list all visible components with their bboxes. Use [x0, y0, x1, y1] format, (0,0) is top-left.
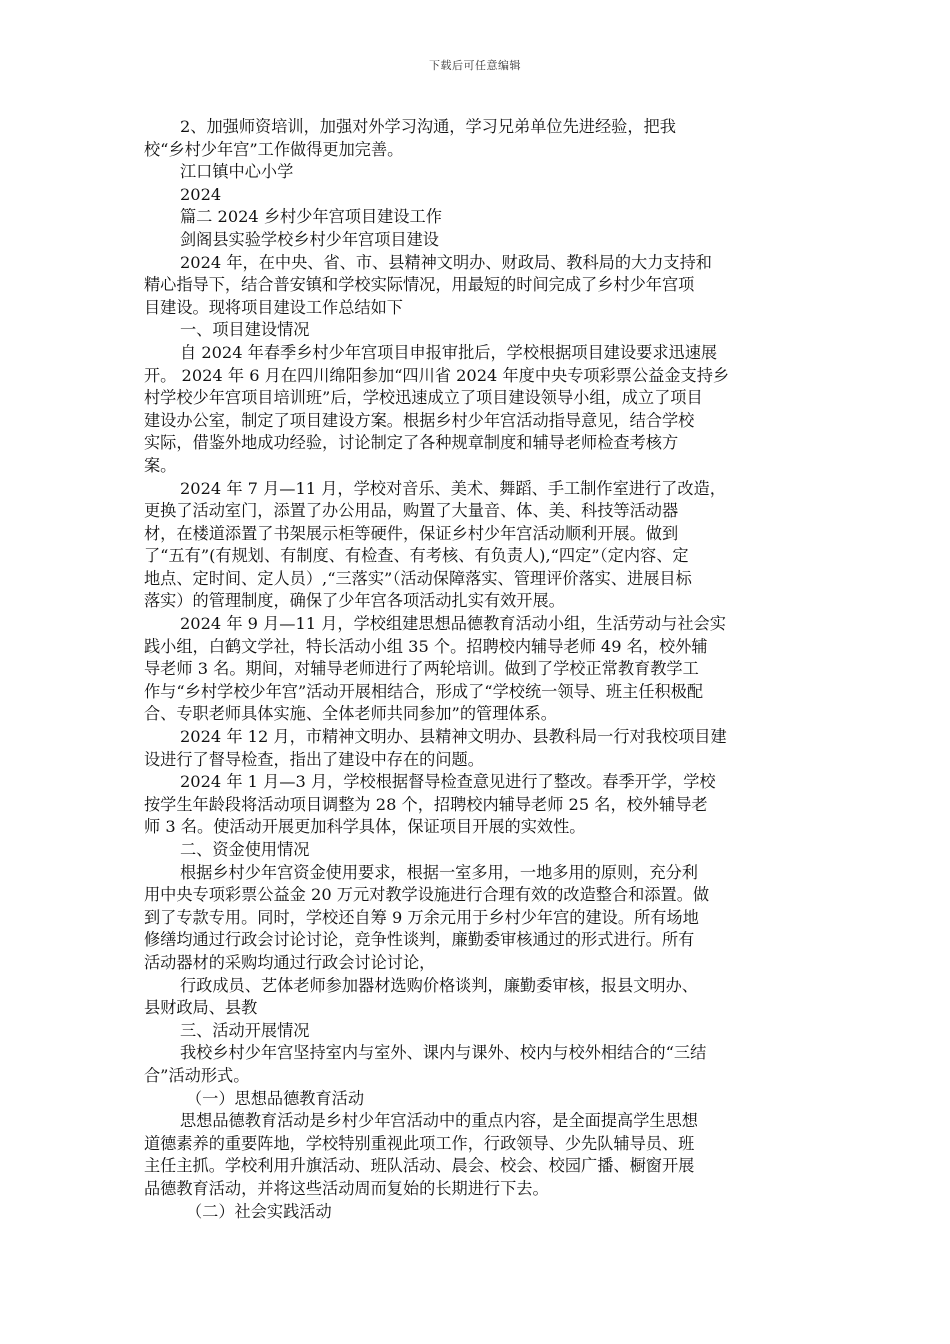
text-line: （一）思想品德教育活动 — [186, 1088, 365, 1108]
text-line: 三、活动开展情况 — [180, 1020, 310, 1040]
text-line: 二、资金使用情况 — [180, 840, 310, 859]
text-line: 按学生年龄段将活动项目调整为 28 个，招聘校内辅导老师 25 名，校外辅导老 — [144, 794, 708, 814]
text-line: 主任主抓。学校利用升旗活动、班队活动、晨会、校会、校园广播、橱窗开展 — [144, 1156, 695, 1176]
text-line: 了“五有”(有规划、有制度、有检查、有考核、有负责人),“四定”（定内容、定 — [144, 546, 689, 566]
text-line: 合、专职老师具体实施、全体老师共同参加”的管理体系。 — [144, 704, 557, 724]
text-line: 作与“乡村学校少年宫”活动开展相结合，形成了“学校统一领导、班主任积极配 — [144, 681, 704, 701]
text-line: 活动器材的采购均通过行政会讨论讨论， — [144, 952, 436, 972]
text-line: 行政成员、艺体老师参加器材选购价格谈判，廉勤委审核，报县文明办、 — [180, 975, 698, 995]
text-line: 校“乡村少年宫”工作做得更加完善。 — [144, 139, 404, 159]
text-line: 根据乡村少年宫资金使用要求，根据一室多用，一地多用的原则，充分利 — [180, 862, 698, 882]
text-line: 落实）的管理制度，确保了少年宫各项活动扎实有效开展。 — [144, 591, 565, 611]
text-line: 地点、定时间、定人员）,“三落实”（活动保障落实、管理评价落实、进展目标 — [144, 568, 692, 588]
text-line: 更换了活动室门，添置了办公用品，购置了大量音、体、美、科技等活动器 — [144, 501, 679, 521]
document-body — [144, 116, 804, 1223]
text-line: 开。 2024 年 6 月在四川绵阳参加“四川省 2024 年度中央专项彩票公益金支持乡 — [144, 365, 730, 385]
text-line: 2024 年 1 月—3 月，学校根据督导检查意见进行了整改。春季开学，学校 — [180, 772, 716, 792]
text-line: 设进行了督导检查，指出了建设中存在的问题。 — [144, 749, 484, 769]
text-line: 我校乡村少年宫坚持室内与室外、课内与课外、校内与校外相结合的“三结 — [180, 1043, 707, 1063]
text-line: 实际，借鉴外地成功经验，讨论制定了各种规章制度和辅导老师检查考核方 — [144, 433, 679, 453]
text-line: 目建设。现将项目建设工作总结如下 — [144, 297, 403, 317]
text-line: 到了专款专用。同时，学校还自筹 9 万余元用于乡村少年宫的建设。所有场地 — [144, 907, 699, 927]
text-line: 2024 年 12 月，市精神文明办、县精神文明办、县教科局一行对我校项目建 — [180, 727, 727, 747]
text-line: 2024 — [180, 184, 222, 204]
text-line: 材，在楼道添置了书架展示柜等硬件，保证乡村少年宫活动顺利开展。做到 — [144, 523, 679, 543]
page-header: 下载后可任意编辑 — [429, 59, 521, 72]
text-line: 践小组，白鹤文学社，特长活动小组 35 个。招聘校内辅导老师 49 名，校外辅 — [144, 636, 708, 656]
text-line: 一、项目建设情况 — [180, 320, 310, 340]
text-line: 修缮均通过行政会讨论讨论，竞争性谈判，廉勤委审核通过的形式进行。所有 — [144, 930, 695, 950]
text-line: 2、加强师资培训，加强对外学习沟通，学习兄弟单位先进经验，把我 — [180, 117, 676, 136]
text-line: 案。 — [144, 455, 177, 475]
text-line: 2024 年，在中央、省、市、县精神文明办、财政局、教科局的大力支持和 — [180, 252, 712, 272]
text-line: 师 3 名。使活动开展更加科学具体，保证项目开展的实效性。 — [144, 817, 586, 837]
text-line: 剑阁县实验学校乡村少年宫项目建设 — [180, 229, 439, 249]
text-line: 道德素养的重要阵地，学校特别重视此项工作，行政领导、少先队辅导员、班 — [144, 1133, 695, 1153]
text-line: 精心指导下，结合普安镇和学校实际情况，用最短的时间完成了乡村少年宫项 — [144, 275, 695, 295]
text-line: 用中央专项彩票公益金 20 万元对教学设施进行合理有效的改造整合和添置。做 — [144, 885, 710, 905]
text-line: 2024 年 7 月—11 月，学校对音乐、美术、舞蹈、手工制作室进行了改造， — [180, 478, 726, 498]
text-line: 品德教育活动，并将这些活动周而复始的长期进行下去。 — [144, 1178, 549, 1198]
text-line: 合”活动形式。 — [144, 1065, 250, 1085]
text-line: 导老师 3 名。期间，对辅导老师进行了两轮培训。做到了学校正常教育教学工 — [144, 659, 699, 679]
text-line: 村学校少年宫项目培训班”后，学校迅速成立了项目建设领导小组，成立了项目 — [144, 388, 703, 408]
text-line: 2024 年 9 月—11 月，学校组建思想品德教育活动小组，生活劳动与社会实 — [180, 614, 726, 634]
text-line: （二）社会实践活动 — [186, 1201, 332, 1221]
text-line: 思想品德教育活动是乡村少年宫活动中的重点内容，是全面提高学生思想 — [180, 1111, 698, 1131]
text-line: 建设办公室，制定了项目建设方案。根据乡村少年宫活动指导意见，结合学校 — [144, 410, 695, 430]
text-line: 自 2024 年春季乡村少年宫项目申报审批后，学校根据项目建设要求迅速展 — [180, 342, 718, 362]
text-line: 县财政局、县教 — [144, 998, 258, 1018]
text-line: 江口镇中心小学 — [180, 162, 294, 182]
text-line: 篇二 2024 乡村少年宫项目建设工作 — [180, 207, 442, 227]
